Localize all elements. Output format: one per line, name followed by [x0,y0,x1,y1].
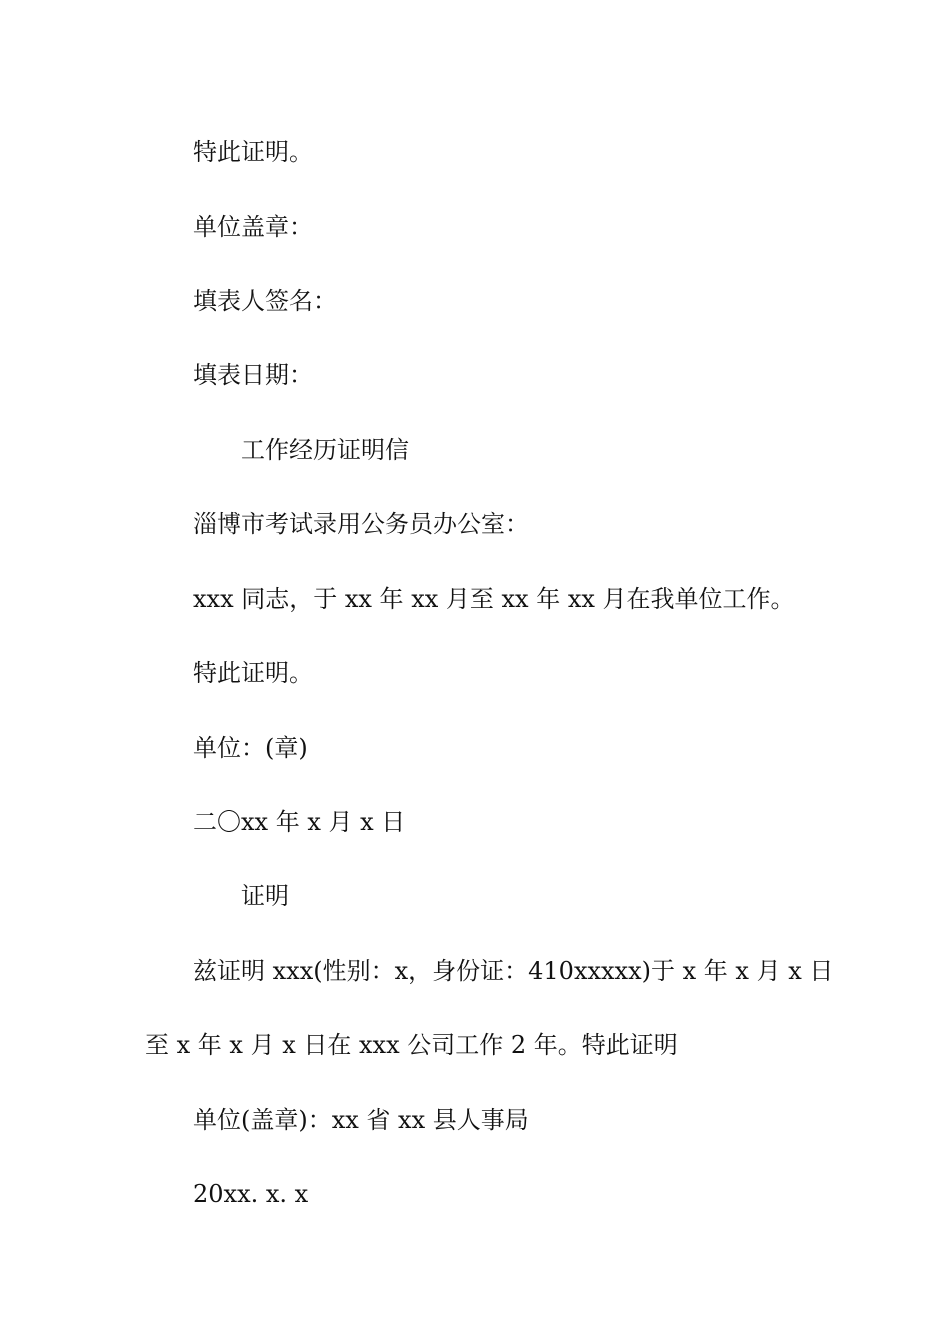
closing-line-1: 特此证明。 [193,138,313,166]
unit-stamp-line: 单位：(章) [193,734,308,762]
date-line-2: 20xx. x. x [193,1180,309,1208]
certificate-body-line-2: 至 x 年 x 月 x 日在 xxx 公司工作 2 年。特此证明 [145,1031,678,1059]
body-line-1: xxx 同志，于 xx 年 xx 月至 xx 年 xx 月在我单位工作。 [193,585,795,613]
filler-signature-label: 填表人签名： [193,287,337,315]
issuing-unit-line: 单位(盖章)：xx 省 xx 县人事局 [193,1106,529,1134]
recipient-line: 淄博市考试录用公务员办公室： [193,510,529,538]
section-title-certificate: 证明 [241,882,289,910]
fill-date-label: 填表日期： [193,361,313,389]
closing-line-2: 特此证明。 [193,659,313,687]
date-line-1: 二〇xx 年 x 月 x 日 [193,808,406,836]
section-title-work-experience: 工作经历证明信 [241,436,409,464]
certificate-body-line-1: 兹证明 xxx(性别：x，身份证：410xxxxx)于 x 年 x 月 x 日 [193,957,834,985]
unit-seal-label: 单位盖章： [193,213,313,241]
